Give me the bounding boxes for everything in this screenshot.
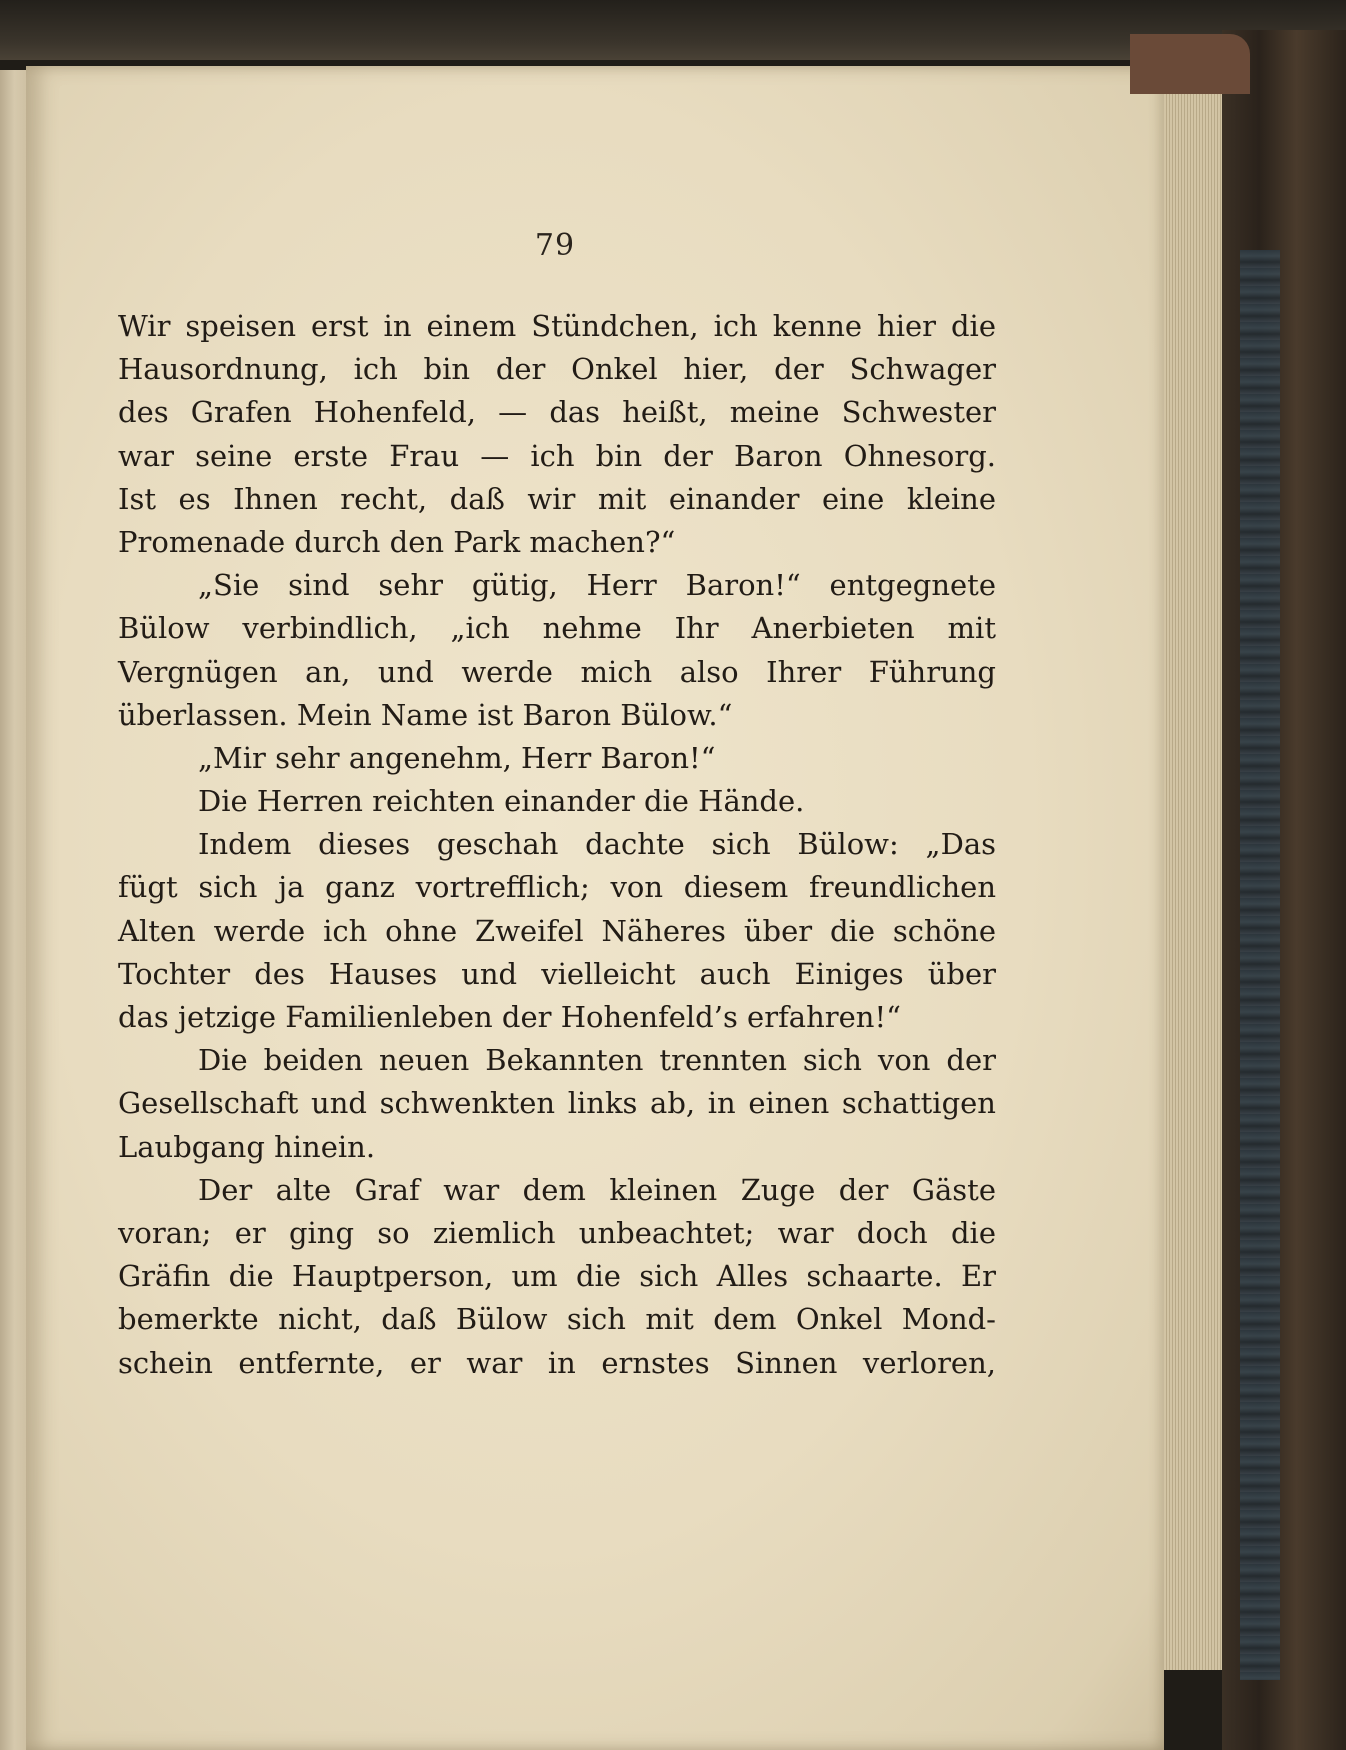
text-line: bemerkte nicht, daß Bülow sich mit dem Onkel Mond- [118,1302,996,1337]
text-line: schein entfernte, er war in ernstes Sinnen verloren, [118,1345,996,1380]
text-line: „Mir sehr angenehm, Herr Baron!“ [198,740,716,775]
text-line: Hausordnung, ich bin der Onkel hier, der Schwager [118,352,996,387]
page-number: 79 [534,228,576,263]
text-line: Laubgang hinein. [118,1129,376,1164]
text-line: Gesellschaft und schwenkten links ab, in einen schattigen [118,1086,996,1121]
page-stack-edge [1164,70,1224,1670]
text-line: voran; er ging so ziemlich unbeachtet; war doch die [118,1215,996,1250]
text-line: war seine erste Frau — ich bin der Baron Ohnesorg. [118,438,996,473]
text-line: des Grafen Hohenfeld, — das heißt, meine Schwester [118,395,996,430]
text-line: „Sie sind sehr gütig, Herr Baron!“ entgegnete [198,568,996,603]
text-line: Indem dieses geschah dachte sich Bülow: „Das [198,827,996,862]
cover-corner [1130,34,1250,94]
text-line: Vergnügen an, und werde mich also Ihrer Führung [118,654,996,689]
text-line: Die Herren reichten einander die Hände. [198,784,805,819]
text-line: Ist es Ihnen recht, daß wir mit einander eine kleine [118,481,996,516]
cover-board [1240,250,1280,1680]
text-line: das jetzige Familienleben der Hohenfeld’s erfahren!“ [118,1000,901,1034]
text-line: Gräfin die Hauptperson, um die sich Alles schaarte. Er [118,1259,996,1294]
text-line: überlassen. Mein Name ist Baron Bülow.“ [118,697,733,732]
text-line: fügt sich ja ganz vortrefflich; von diesem freundlichen [118,870,996,905]
text-line: Bülow verbindlich, „ich nehme Ihr Anerbieten mit [118,611,996,646]
left-page-edge [0,70,27,1750]
text-line: Wir speisen erst in einem Stündchen, ich kenne hier die [118,309,996,343]
text-line: Promenade durch den Park machen?“ [118,524,676,559]
text-line: Alten werde ich ohne Zweifel Näheres über die schöne [118,913,996,948]
text-line: Der alte Graf war dem kleinen Zuge der Gäste [198,1172,996,1207]
text-line: Tochter des Hauses und vielleicht auch Einiges über [118,956,996,991]
body-text [118,305,996,1385]
text-line: Die beiden neuen Bekannten trennten sich von der [198,1043,996,1078]
